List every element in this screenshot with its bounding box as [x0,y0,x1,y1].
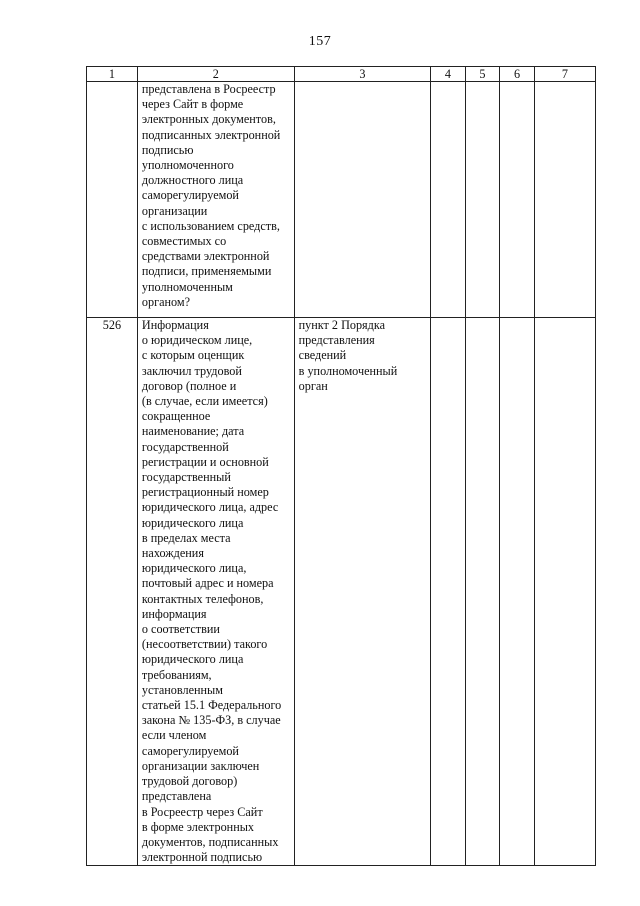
header-col-1: 1 [87,67,138,82]
page-number: 157 [308,34,332,49]
header-col-6: 6 [500,67,535,82]
col5-cell [465,318,500,866]
requirements-table [86,66,596,866]
col5-cell [465,82,500,318]
header-row [87,67,596,82]
col4-cell [431,318,466,866]
col4-cell [431,82,466,318]
requirement-text-cell: представлена в Росреестр через Сайт в форме электронных документов, подписанных электронной подписью уполномоченного должностного лица саморегулируемой организации с использованием средств, совместимых со средствами электронной подписи, применяемыми уполномоченным органом? [137,82,294,318]
table-header [87,67,596,82]
requirement-text-cell: Информация о юридическом лице, с которым оценщик заключил трудовой договор (полное и (в случае, если имеется) сокращенное наименование; дата государственной регистрации и основной государственный регистрационный номер юридического лица, адрес юридического лица в пределах места нахождения юридического лица, почтовый адрес и номера контактных телефонов, информация о соответствии (несоответствии) такого юридического лица требованиям, установленным статьей 15.1 Федерального закона № 135-ФЗ, в случае если членом саморегулируемой организации заключен трудовой договор) представлена в Росреестр через Сайт в форме электронных документов, подписанных электронной подписью [137,318,294,866]
table-row [87,318,596,866]
header-col-2: 2 [137,67,294,82]
header-col-4: 4 [431,67,466,82]
col7-cell [534,82,595,318]
header-col-3: 3 [294,67,430,82]
col7-cell [534,318,595,866]
header-col-5: 5 [465,67,500,82]
row-number-cell [87,82,138,318]
row-number-cell: 526 [87,318,138,866]
table-row [87,82,596,318]
col6-cell [500,318,535,866]
col6-cell [500,82,535,318]
legal-reference-cell: пункт 2 Порядка представления сведений в уполномоченный орган [294,318,430,866]
header-col-7: 7 [534,67,595,82]
legal-reference-cell [294,82,430,318]
